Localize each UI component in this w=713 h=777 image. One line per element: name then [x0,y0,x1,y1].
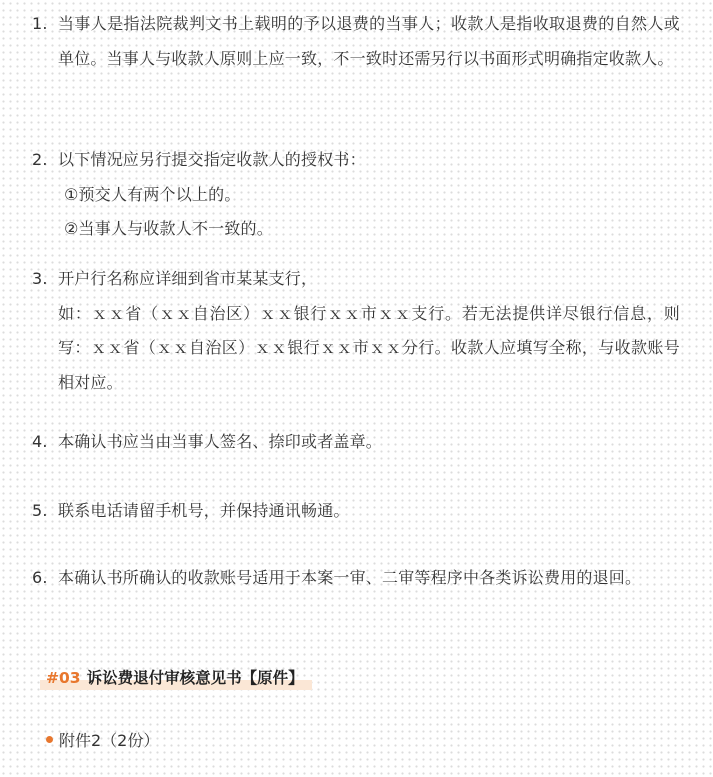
section-tag: #03 [46,669,81,687]
note-sub-item: ①预交人有两个以上的。 [64,184,241,204]
note-text: 本确认书所确认的收款账号适用于本案一审、二审等程序中各类诉讼费用的退回。 [58,568,642,587]
note-text: 本确认书应当由当事人签名、捺印或者盖章。 [58,432,383,451]
bullet-icon [46,736,53,743]
note-number: 3. [32,269,48,288]
note-item-1 [32,7,680,76]
note-text: 开户行名称应详细到省市某某支行， [58,269,318,288]
note-number: 2. [32,150,48,169]
attachment-label: 附件2（2份） [59,731,160,750]
note-item-6 [32,561,680,596]
note-item-5 [32,494,680,529]
note-text: 联系电话请留手机号，并保持通讯畅通。 [58,501,350,520]
section-title: 诉讼费退付审核意见书【原件】 [86,669,304,687]
note-text: 以下情况应另行提交指定收款人的授权书： [58,150,366,169]
note-text-continued: 如：ｘｘ省（ｘｘ自治区）ｘｘ银行ｘｘ市ｘｘ支行。若无法提供详尽银行信息，则写：ｘｘ省（ｘｘ自治区）ｘｘ银行ｘｘ市ｘｘ分行。收款人应填写全称，与收款账号相对应。 [58,303,680,392]
note-number: 1. [32,14,48,33]
note-number: 6. [32,568,48,587]
note-sub-item: ②当事人与收款人不一致的。 [64,219,273,238]
note-item-4 [32,425,680,460]
note-item-2 [32,143,680,247]
attachment-line [46,726,159,756]
note-number: 4. [32,432,48,451]
note-number: 5. [32,501,48,520]
section-heading [40,664,312,692]
note-item-3 [32,262,680,400]
note-text: 当事人是指法院裁判文书上载明的予以退费的当事人；收款人是指收取退费的自然人或单位。当事人与收款人原则上应一致，不一致时还需另行以书面形式明确指定收款人。 [58,14,680,68]
